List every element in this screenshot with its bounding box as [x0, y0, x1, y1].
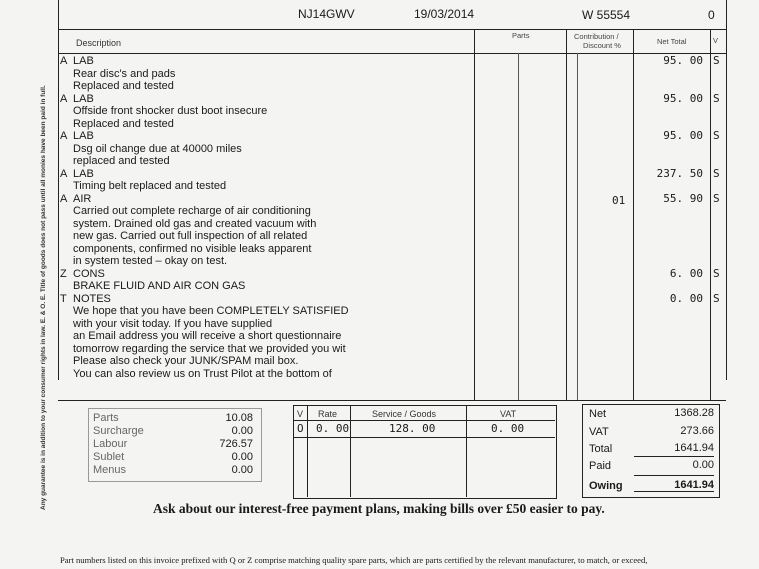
line-description: in system tested – okay on test. [73, 255, 228, 267]
vat-row-goods: 128. 00 [389, 422, 436, 435]
line-description: Timing belt replaced and tested [73, 180, 227, 192]
line-description: system. Drained old gas and created vacuum with [73, 217, 317, 230]
totals-value: 1641.94 [674, 442, 714, 454]
line-description: Replaced and tested [73, 80, 174, 92]
summary-label: Surcharge [93, 425, 144, 437]
summary-value: 0.00 [231, 451, 253, 463]
frame-right-line [726, 0, 727, 380]
col-header-contribution-line1: Contribution / [574, 32, 619, 41]
totals-label: VAT [589, 426, 609, 438]
line-description: tomorrow regarding the service that we provided you wit [73, 342, 346, 355]
line-code: T [60, 292, 67, 305]
totals-owing-rule-top [634, 475, 714, 476]
summary-value: 726.57 [219, 438, 253, 450]
line-code: Z [60, 267, 67, 280]
line-code: A [60, 55, 68, 67]
totals-value: 1368.28 [674, 407, 714, 419]
line-code: A [60, 92, 68, 105]
line-type: LAB [73, 55, 94, 67]
vat-table-row-rule [293, 437, 555, 438]
summary-label: Menus [93, 464, 127, 476]
col-line-parts-inner [518, 53, 519, 401]
col-line-contrib-inner [577, 53, 578, 401]
totals-value: 1641.94 [674, 479, 714, 491]
legal-side-text: Any guarantee is in addition to your consumer rights in law. E. & O. E. Title of goods does not pass until all monies have been paid in full. [40, 85, 47, 510]
promo-text: Ask about our interest-free payment plans, making bills over £50 easier to pay. [153, 501, 605, 516]
vat-table-col-3 [466, 405, 467, 497]
line-amount: 95. 00 [663, 91, 703, 105]
line-description: Dsg oil change due at 40000 miles [73, 142, 242, 155]
totals-label: Total [589, 443, 613, 455]
line-description: Rear disc's and pads [73, 67, 176, 80]
col-header-contribution-line2: Discount % [583, 41, 621, 50]
line-amount: 95. 00 [663, 54, 703, 67]
line-description: You can also review us on Trust Pilot at the bottom of [73, 367, 332, 380]
invoice-date: 19/03/2014 [414, 7, 475, 21]
line-code: A [60, 130, 68, 142]
summary-value: 0.00 [231, 464, 253, 476]
col-header-net-total: Net Total [657, 37, 687, 46]
col-header-vat: V [713, 36, 719, 45]
line-vat-code: S [713, 91, 720, 105]
frame-left-line [58, 0, 59, 380]
vat-row-rate: 0. 00 [316, 422, 350, 435]
line-description: with your visit today. If you have supplied [73, 317, 273, 330]
line-vat-code: S [713, 291, 720, 305]
line-type: LAB [73, 92, 94, 105]
summary-label: Sublet [93, 451, 125, 463]
vat-header-vat: VAT [500, 409, 517, 419]
totals-value: 273.66 [680, 425, 714, 437]
line-amount: 0. 00 [669, 291, 703, 305]
line-description: Offside front shocker dust boot insecure [73, 105, 268, 117]
summary-label: Labour [93, 438, 128, 450]
line-code: A [60, 192, 68, 205]
line-amount: 6. 00 [669, 266, 703, 280]
line-description: new gas. Carried out full inspection of all related [73, 230, 308, 242]
vat-header-rate: Rate [318, 409, 338, 419]
vat-header-goods: Service / Goods [372, 409, 437, 419]
totals-subtotal-rule [634, 456, 714, 457]
line-type: LAB [73, 167, 94, 180]
line-description: Replaced and tested [73, 117, 174, 130]
line-description: Please also check your JUNK/SPAM mail box. [73, 355, 299, 367]
col-header-contribution [574, 32, 621, 50]
vat-header-v: V [297, 409, 304, 419]
footer-text: Part numbers listed on this invoice prefixed with Q or Z comprise matching quality spare parts, which are parts certified by the relevant manufacturer, to match, or exceed, [60, 555, 648, 565]
line-code: A [60, 167, 68, 180]
col-line-3 [633, 29, 634, 401]
totals-label: Net [589, 408, 607, 420]
col-header-parts: Parts [512, 31, 530, 40]
vat-table-col-1 [307, 405, 308, 497]
col-line-2 [566, 29, 567, 401]
table-bottom-rule [58, 400, 726, 401]
line-type: CONS [73, 267, 105, 280]
line-description: an Email address you will receive a short questionnaire [73, 330, 342, 342]
line-description: Carried out complete recharge of air conditioning [73, 205, 311, 217]
line-description: We hope that you have been COMPLETELY SATISFIED [73, 305, 349, 317]
vat-row-v: O [297, 422, 304, 435]
line-amount: 95. 00 [663, 129, 703, 142]
col-line-1 [474, 29, 475, 401]
vat-row-vat: 0. 00 [491, 422, 525, 435]
line-vat-code: S [713, 266, 720, 280]
col-line-4 [710, 29, 711, 401]
line-type: AIR [73, 192, 92, 205]
line-contribution: 01 [612, 193, 626, 207]
line-vat-code: S [713, 129, 720, 142]
line-vat-code: S [713, 166, 720, 180]
vat-table-col-2 [350, 405, 351, 497]
registration: NJ14GWV [298, 7, 355, 21]
summary-label: Parts [93, 412, 119, 424]
line-description: components, confirmed no visible leaks apparent [73, 242, 312, 255]
line-amount: 237. 50 [656, 166, 703, 180]
line-vat-code: S [713, 191, 720, 205]
page-code: 0 [708, 8, 715, 22]
totals-label: Owing [589, 480, 623, 492]
summary-value: 10.08 [225, 412, 253, 424]
header-bottom-rule [58, 29, 726, 30]
line-type: LAB [73, 130, 94, 142]
col-header-description: Description [76, 38, 122, 48]
invoice-number: W 55554 [582, 8, 631, 22]
line-description: replaced and tested [73, 155, 170, 167]
line-description: BRAKE FLUID AND AIR CON GAS [73, 280, 246, 292]
summary-value: 0.00 [231, 425, 253, 437]
line-vat-code: S [713, 54, 720, 67]
totals-value: 0.00 [692, 459, 714, 471]
line-type: NOTES [73, 292, 111, 305]
totals-label: Paid [589, 460, 612, 472]
column-header-rule [58, 53, 726, 54]
line-amount: 55. 90 [663, 191, 703, 205]
